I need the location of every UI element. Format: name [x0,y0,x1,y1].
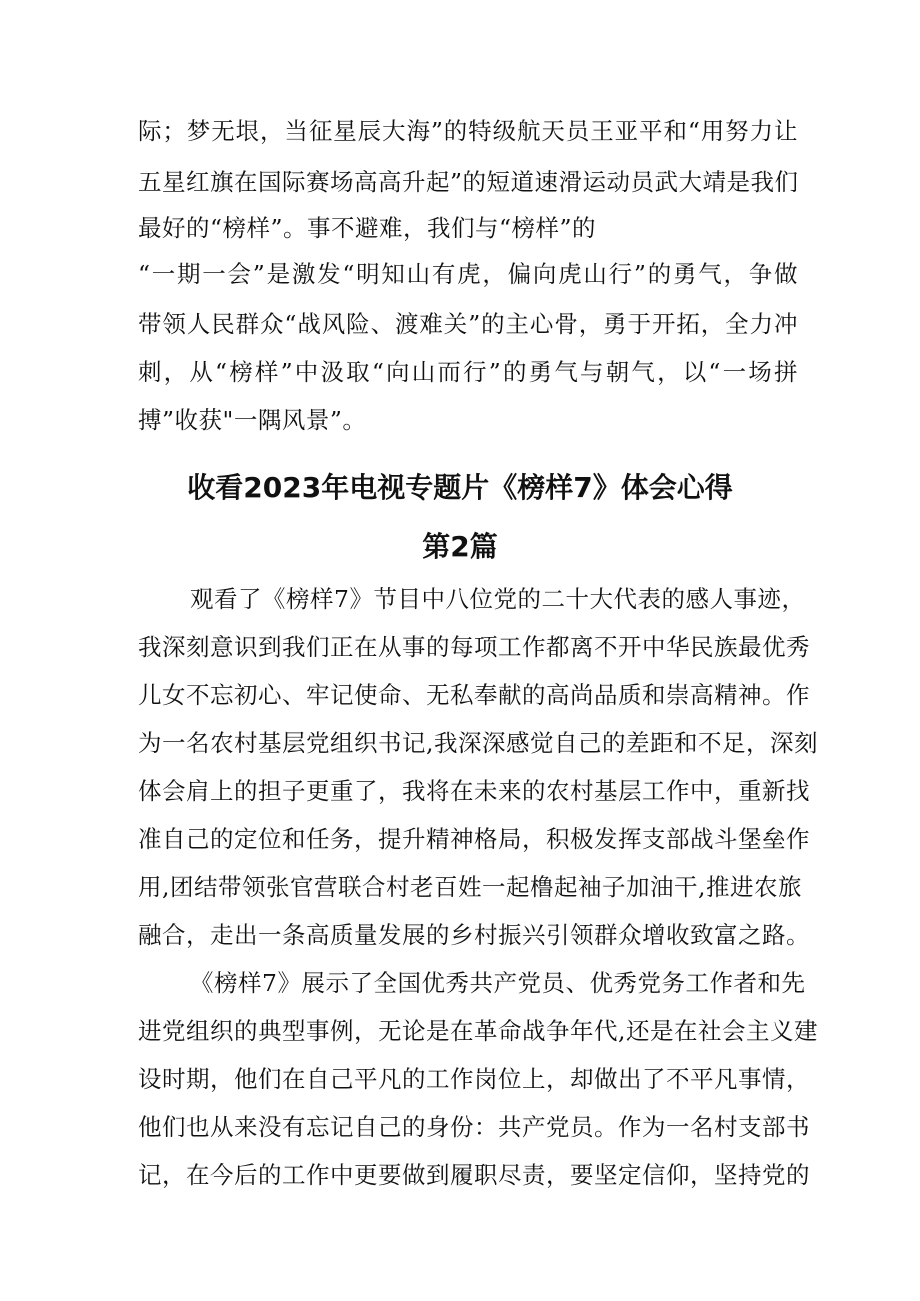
paragraph-line: 带领人民群众“战风险、渡难关”的主心骨，勇于开拓，全力冲 [138,310,798,338]
paragraph-line: 际；梦无垠，当征星辰大海”的特级航天员王亚平和“用努力让 [138,117,798,145]
article-title: 收看2023年电视专题片《榜样7》体会心得 [187,471,733,504]
paragraph-line: 准自己的定位和任务，提升精神格局，积极发挥支部战斗堡垒作 [138,825,810,853]
article-subtitle: 第2篇 [422,530,498,563]
paragraph-line: 为一名农村基层党组织书记,我深深感觉自己的差距和不足，深刻 [138,729,818,757]
paragraph-line: 我深刻意识到我们正在从事的每项工作都离不开中华民族最优秀 [138,633,810,661]
paragraph-line: “一期一会”是激发“明知山有虎，偏向虎山行”的勇气，争做 [138,260,798,288]
paragraph-line: 体会肩上的担子更重了，我将在未来的农村基层工作中，重新找 [138,777,810,805]
paragraph-line: 进党组织的典型事例，无论是在革命战争年代,还是在社会主义建 [138,1017,818,1045]
paragraph-line: 五星红旗在国际赛场高高升起”的短道速滑运动员武大靖是我们 [138,168,799,196]
paragraph-line: 融合，走出一条高质量发展的乡村振兴引领群众增收致富之路。 [138,921,810,949]
paragraph-line: 儿女不忘初心、牢记使命、无私奉献的高尚品质和崇高精神。作 [138,681,810,709]
paragraph-line: 记，在今后的工作中更要做到履职尽责，要坚定信仰，坚持党的 [138,1161,810,1189]
paragraph-line: 最好的“榜样”。事不避难，我们与“榜样”的 [138,214,597,242]
paragraph-line: 《榜样7》展示了全国优秀共产党员、优秀党务工作者和先 [190,969,806,997]
paragraph-line: 他们也从来没有忘记自己的身份：共产党员。作为一名村支部书 [138,1113,810,1141]
paragraph-line: 搏”收获"一隅风景”。 [138,406,367,434]
paragraph-line: 设时期，他们在自己平凡的工作岗位上，却做出了不平凡事情， [138,1065,810,1093]
paragraph-line: 用,团结带领张官营联合村老百姓一起橹起袖子加油干,推进农旅 [138,873,802,901]
paragraph-line: 刺，从“榜样”中汲取“向山而行”的勇气与朝气，以“一场拼 [138,358,798,386]
paragraph-line: 观看了《榜样7》节目中八位党的二十大代表的感人事迹， [190,585,806,613]
